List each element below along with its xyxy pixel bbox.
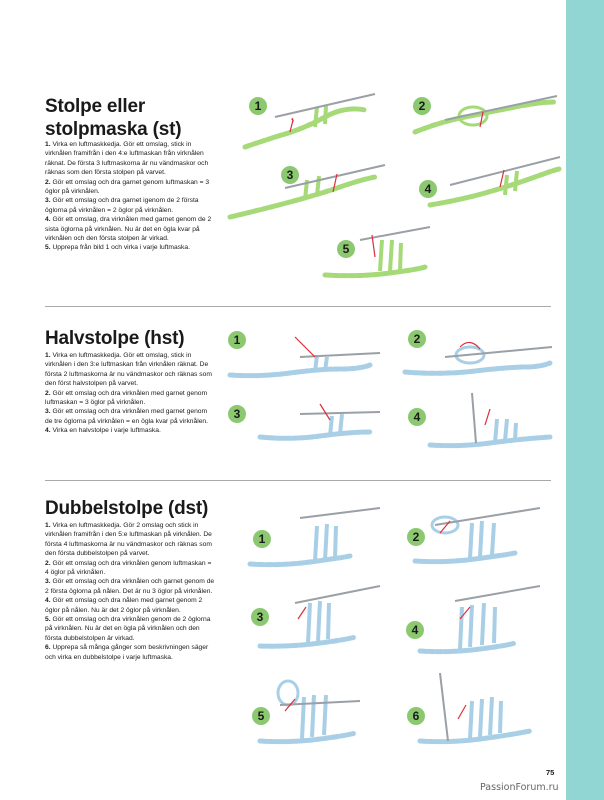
svg-text:4: 4	[411, 623, 419, 637]
svg-text:3: 3	[256, 610, 264, 624]
instruction-step: 4. Gör ett omslag och dra nålen med garnet genom 2 öglor på nålen. Nu är det 2 öglor på virknålen.	[45, 597, 203, 614]
svg-text:3: 3	[286, 168, 294, 182]
svg-text:2: 2	[413, 332, 421, 346]
section-dubbelstolpe	[0, 481, 566, 761]
instruction-step: 5. Upprepa från bild 1 och virka i varje luftmaska.	[45, 244, 190, 252]
illustration-step-5	[300, 225, 440, 290]
illustration-step-2	[400, 327, 560, 385]
instruction-step: 6. Upprepa så många gånger som beskrivningen säger och virka en dubbelstolpe i varje luftmaska.	[45, 644, 209, 661]
svg-text:1: 1	[233, 333, 241, 347]
illustration-step-1	[225, 92, 385, 167]
instruction-step: 3. Gör ett omslag och dra virknålen och garnet genom de 2 första öglorna på nålen. Det är nu 3 öglor på virknålen.	[45, 578, 215, 595]
section-halvstolpe	[0, 307, 566, 480]
instruction-list	[45, 140, 215, 253]
instruction-step: 2. Gör ett omslag och dra virknålen genom luftmaskan = 4 öglor på virknålen.	[45, 559, 212, 577]
illustration-step-3	[240, 581, 390, 656]
page-number: 75	[546, 768, 555, 777]
instruction-step: 5. Gör ett omslag och dra virknålen genom de 2 öglorna på virknålen. Nu är det en ögla på virknålen och den första dubbelstolpen är virkad.	[45, 616, 211, 642]
instruction-step: 4. Virka en halvstolpe i varje luftmaska.	[45, 427, 161, 435]
section-title: Halvstolpe (hst)	[45, 328, 185, 349]
illustration-step-5	[240, 671, 390, 751]
section-title: Dubbelstolpe (dst)	[45, 498, 209, 519]
side-color-band	[566, 0, 604, 800]
instruction-step: 3. Gör ett omslag och dra garnet igenom de 2 första öglorna på virknålen = 2 öglor på virknålen.	[45, 197, 199, 214]
instruction-step: 1. Virka en luftmaskkedja. Gör ett omslag, stick in virknålen i den 3:e luftmaskan från virknålen räknat. De första 2 luftmaskorna är nu vändmaskor och räknas som den först halvstolpen på varvet.	[45, 352, 212, 388]
section-title: Stolpe eller stolpmaska (st)	[45, 96, 182, 140]
illustration-step-3	[220, 392, 385, 452]
instruction-step: 2. Gör ett omslag och dra garnet genom luftmaskan = 3 öglor på virknålen.	[45, 178, 210, 196]
svg-text:6: 6	[412, 709, 420, 723]
svg-text:1: 1	[258, 532, 266, 546]
instruction-step: 1. Virka en luftmaskkedja. Gör ett omslag, stick in virknålen framifrån i den 4:e luftmaskan från virknålen räknat. De första 3 luftmaskorna är nu vändmaskor och räknas som den första stolpen på varvet.	[45, 141, 209, 177]
svg-text:4: 4	[413, 410, 421, 424]
illustration-step-2	[400, 503, 550, 571]
svg-text:3: 3	[233, 407, 241, 421]
illustration-step-4	[400, 385, 560, 457]
svg-text:1: 1	[254, 99, 262, 113]
svg-text:4: 4	[424, 182, 432, 196]
svg-text:5: 5	[257, 709, 265, 723]
illustration-step-1	[240, 506, 390, 576]
illustration-step-6	[400, 671, 550, 751]
section-stolpe	[0, 0, 566, 310]
instruction-step: 3. Gör ett omslag och dra virknålen med garnet genom de tre öglorna på virknålen = en ögla kvar på virknålen.	[45, 408, 209, 425]
instruction-list	[45, 521, 215, 662]
illustration-step-2	[405, 92, 565, 152]
illustration-step-4	[405, 155, 565, 217]
svg-text:5: 5	[342, 242, 350, 256]
svg-text:2: 2	[418, 99, 426, 113]
svg-text:2: 2	[412, 530, 420, 544]
illustration-step-3	[225, 162, 390, 227]
illustration-step-4	[400, 581, 550, 661]
instruction-step: 2. Gör ett omslag och dra virknålen med garnet genom luftmaskan = 3 öglor på virknålen.	[45, 389, 208, 407]
illustration-step-1	[220, 327, 385, 387]
instruction-step: 4. Gör ett omslag, dra virknålen med garnet genom de 2 sista öglorna på virknålen. Nu är det en ögla kvar på virknålen och den första stolpen är virkad.	[45, 216, 212, 243]
instruction-list	[45, 351, 215, 436]
instruction-step: 1. Virka en luftmaskkedja. Gör 2 omslag och stick in virknålen framifrån i den 5:e luftmaskan på virknålen. De första 4 luftmaskorna är nu vändmaskor och räknas som den första dubbelstolpen på varvet.	[45, 522, 212, 558]
watermark: PassionForum.ru	[480, 782, 559, 793]
